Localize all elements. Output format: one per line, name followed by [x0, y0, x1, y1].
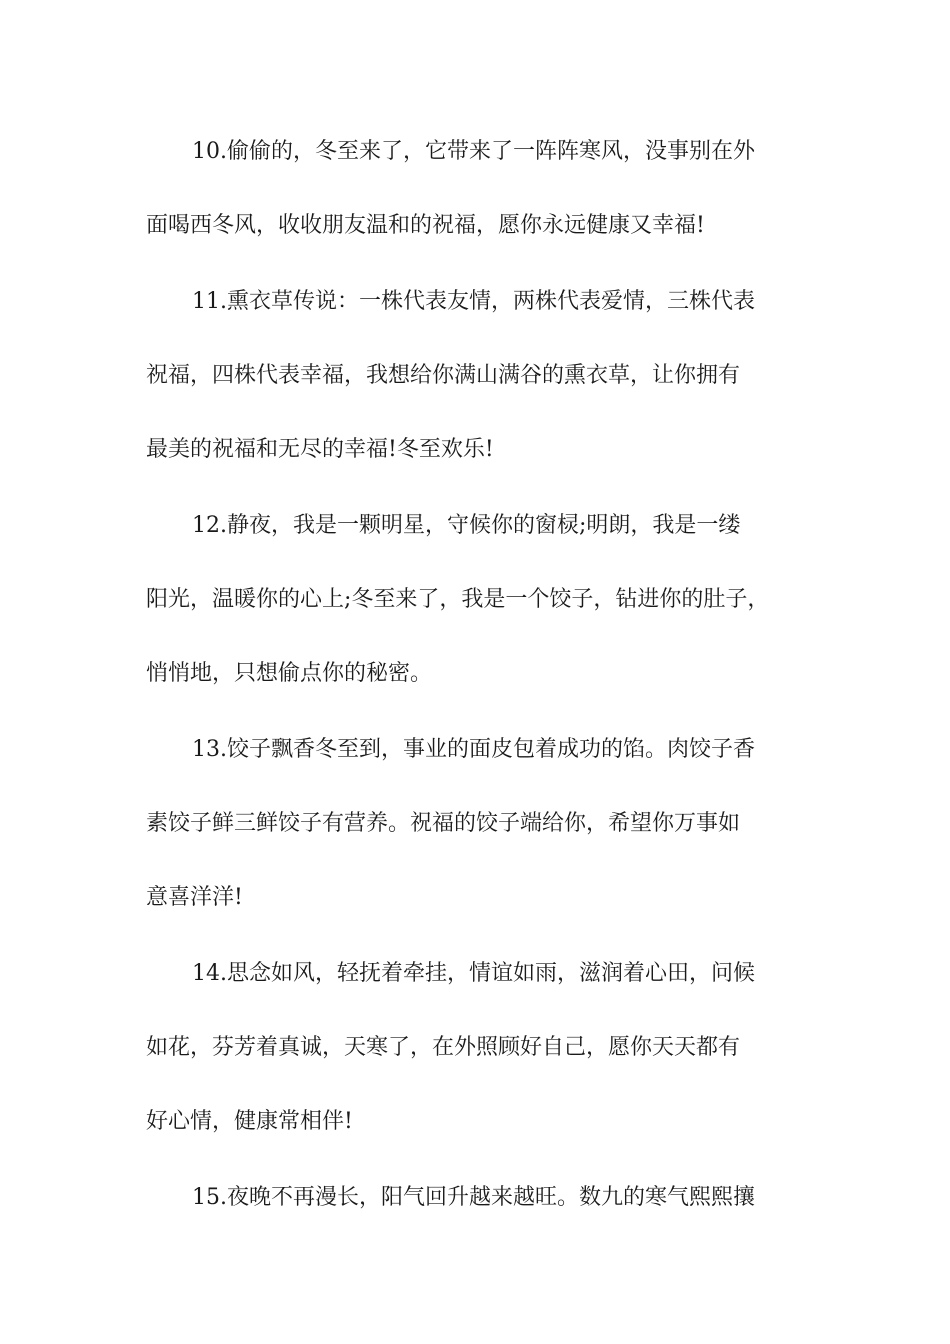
paragraph-12-line-1: 12.静夜，我是一颗明星，守候你的窗棂;明朗，我是一缕 [192, 513, 741, 538]
paragraph-11-line-2: 祝福，四株代表幸福，我想给你满山满谷的熏衣草，让你拥有 [146, 363, 741, 388]
paragraph-11-line-3: 最美的祝福和无尽的幸福!冬至欢乐! [146, 437, 494, 462]
paragraph-13-line-3: 意喜洋洋! [146, 885, 243, 910]
paragraph-12-line-2: 阳光，温暖你的心上;冬至来了，我是一个饺子，钻进你的肚子， [146, 587, 770, 612]
paragraph-13-line-1: 13.饺子飘香冬至到，事业的面皮包着成功的馅。肉饺子香 [192, 737, 755, 762]
paragraph-14-line-1: 14.思念如风，轻抚着牵挂，情谊如雨，滋润着心田，问候 [192, 961, 755, 986]
paragraph-13-line-2: 素饺子鲜三鲜饺子有营养。祝福的饺子端给你，希望你万事如 [146, 811, 741, 836]
paragraph-14-line-3: 好心情，健康常相伴! [146, 1109, 353, 1134]
paragraph-10-line-2: 面喝西冬风，收收朋友温和的祝福，愿你永远健康又幸福! [146, 213, 705, 238]
paragraph-10-line-1: 10.偷偷的，冬至来了，它带来了一阵阵寒风，没事别在外 [192, 139, 755, 164]
paragraph-12-line-3: 悄悄地，只想偷点你的秘密。 [146, 661, 433, 686]
paragraph-11-line-1: 11.熏衣草传说：一株代表友情，两株代表爱情，三株代表 [192, 289, 755, 314]
paragraph-14-line-2: 如花，芬芳着真诚，天寒了，在外照顾好自己，愿你天天都有 [146, 1035, 741, 1060]
paragraph-15-line-1: 15.夜晚不再漫长，阳气回升越来越旺。数九的寒气熙熙攘 [192, 1185, 755, 1210]
